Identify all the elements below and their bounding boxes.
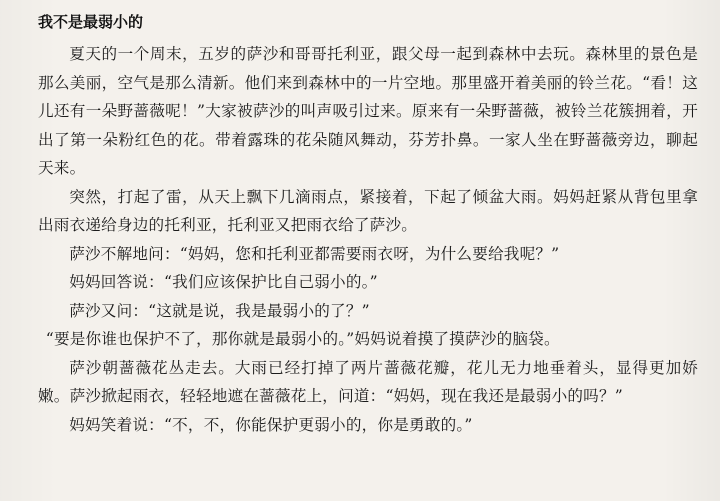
- paragraph-3: 萨沙不解地问：“妈妈，您和托利亚都需要雨衣呀，为什么要给我呢？”: [69, 244, 560, 263]
- paragraph-8: 妈妈笑着说：“不，不，你能保护更弱小的，你是勇敢的。”: [69, 415, 473, 434]
- paragraph-4: 妈妈回答说：“我们应该保护比自己弱小的。”: [69, 273, 378, 291]
- document-title: 我不是最弱小的: [38, 13, 144, 31]
- paragraph-2: 突然，打起了雷，从天上飘下几滴雨点，紧接着，下起了倾盆大雨。妈妈赶紧从背包里拿出雨衣递给身边的托利亚，托利亚又把雨衣给了萨沙。: [38, 187, 698, 234]
- paragraph-1: 夏天的一个周末，五岁的萨沙和哥哥托利亚，跟父母一起到森林中去玩。森林里的景色是那么美丽，空气是那么清新。他们来到森林中的一片空地。那里盛开着美丽的铃兰花。“看！这儿还有一朵野蔷薇呢！”大家被萨沙的叫声吸引过来。原来有一朵野蔷薇，被铃兰花簇拥着，开出了第一朵粉红色的花。带着露珠的花朵随风舞动，芬芳扑鼻。一家人坐在野蔷薇旁边，聊起天来。: [38, 45, 698, 177]
- paragraph-5: 萨沙又问：“这就是说，我是最弱小的了？”: [69, 301, 370, 320]
- paragraph-7: 萨沙朝蔷薇花丛走去。大雨已经打掉了两片蔷薇花瓣，花儿无力地垂着头，显得更加娇嫩。萨沙掀起雨衣，轻轻地遮在蔷薇花上，问道：“妈妈，现在我还是最弱小的吗？”: [38, 358, 698, 405]
- paragraph-6: “要是你谁也保护不了，那你就是最弱小的。”妈妈说着摸了摸萨沙的脑袋。: [45, 330, 560, 348]
